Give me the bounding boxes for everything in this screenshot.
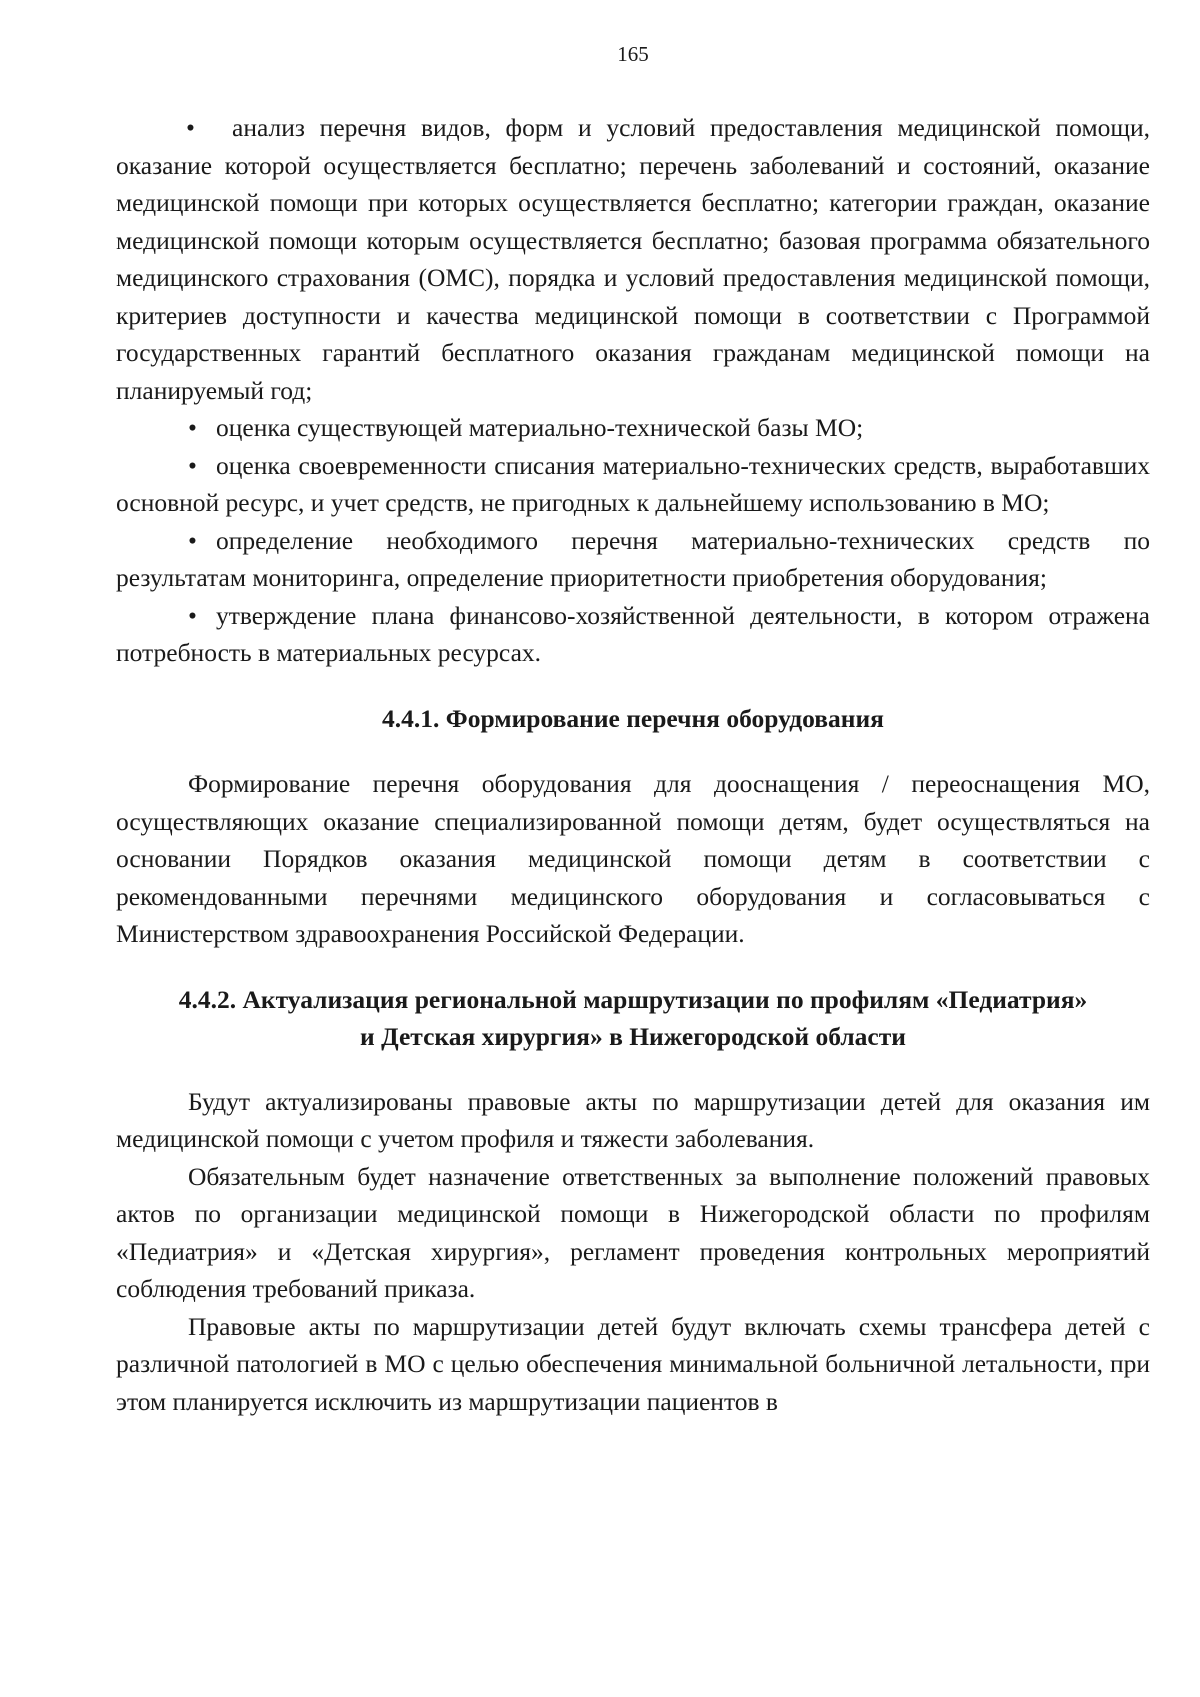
list-item (116, 447, 1150, 522)
heading-line-1: 4.4.2. Актуализация региональной маршрутизации по профилям «Педиатрия» (178, 984, 1088, 1014)
list-item (116, 597, 1150, 672)
bullet-icon: • (188, 525, 197, 555)
list-item (116, 409, 1150, 447)
bullet-icon: • (188, 413, 197, 442)
bullet-icon: • (188, 600, 197, 630)
list-item-text: анализ перечня видов, форм и условий предоставления медицинской помощи, оказание которой осуществляется бесплатно; перечень заболеваний и состояний, оказание медицинской помощи при которых осуществляется бесплатно; категории граждан, оказание медицинской помощи которым осуществляется бесплатно; базовая программа обязательного медицинского страхования (ОМС), порядка и условий предоставления медицинской помощи, критериев доступности и качества медицинской помощи в соответствии с Программой государственных гарантий бесплатного оказания гражданам медицинской помощи на планируемый год; (116, 113, 1150, 405)
bullet-icon: • (186, 113, 195, 142)
paragraph: Правовые акты по маршрутизации детей будут включать схемы трансфера детей с различной патологией в МО с целью обеспечения минимальной больничной летальности, при этом планируется исключить из маршрутизации пациентов в (116, 1311, 1150, 1416)
page-number: 165 (617, 42, 649, 66)
list-item (116, 109, 1150, 409)
paragraph: Обязательным будет назначение ответственных за выполнение положений правовых актов по организации медицинской помощи в Нижегородской области по профилям «Педиатрия» и «Детская хирургия», регламент проведения контрольных мероприятий соблюдения требований приказа. (116, 1161, 1150, 1303)
paragraph: Формирование перечня оборудования для дооснащения / переоснащения МО, осуществляющих оказание специализированной помощи детям, будет осуществляться на основании Порядков оказания медицинской помощи детям в соответствии с рекомендованными перечнями медицинского оборудования и согласовываться с Министерством здравоохранения Российской Федерации. (116, 769, 1150, 948)
list-item-text: утверждение плана финансово-хозяйственной деятельности, в котором отражена потребность в материальных ресурсах. (116, 600, 1150, 667)
list-item-text: оценка своевременности списания материально-технических средств, выработавших основной ресурс, и учет средств, не пригодных к дальнейшему использованию в МО; (116, 450, 1150, 517)
section-heading-4-4-1: 4.4.1. Формирование перечня оборудования (382, 703, 884, 733)
heading-line-2: и Детская хирургия» в Нижегородской области (360, 1022, 906, 1051)
list-item (116, 522, 1150, 597)
list-item-text: определение необходимого перечня материально-технических средств по результатам мониторинга, определение приоритетности приобретения оборудования; (116, 525, 1150, 592)
paragraph: Будут актуализированы правовые акты по маршрутизации детей для оказания им медицинской помощи с учетом профиля и тяжести заболевания. (116, 1086, 1150, 1153)
list-item-text: оценка существующей материально-технической базы МО; (216, 413, 864, 442)
section-heading-4-4-2 (116, 981, 1150, 1056)
bullet-icon: • (188, 450, 197, 480)
page-body (116, 109, 1150, 1420)
